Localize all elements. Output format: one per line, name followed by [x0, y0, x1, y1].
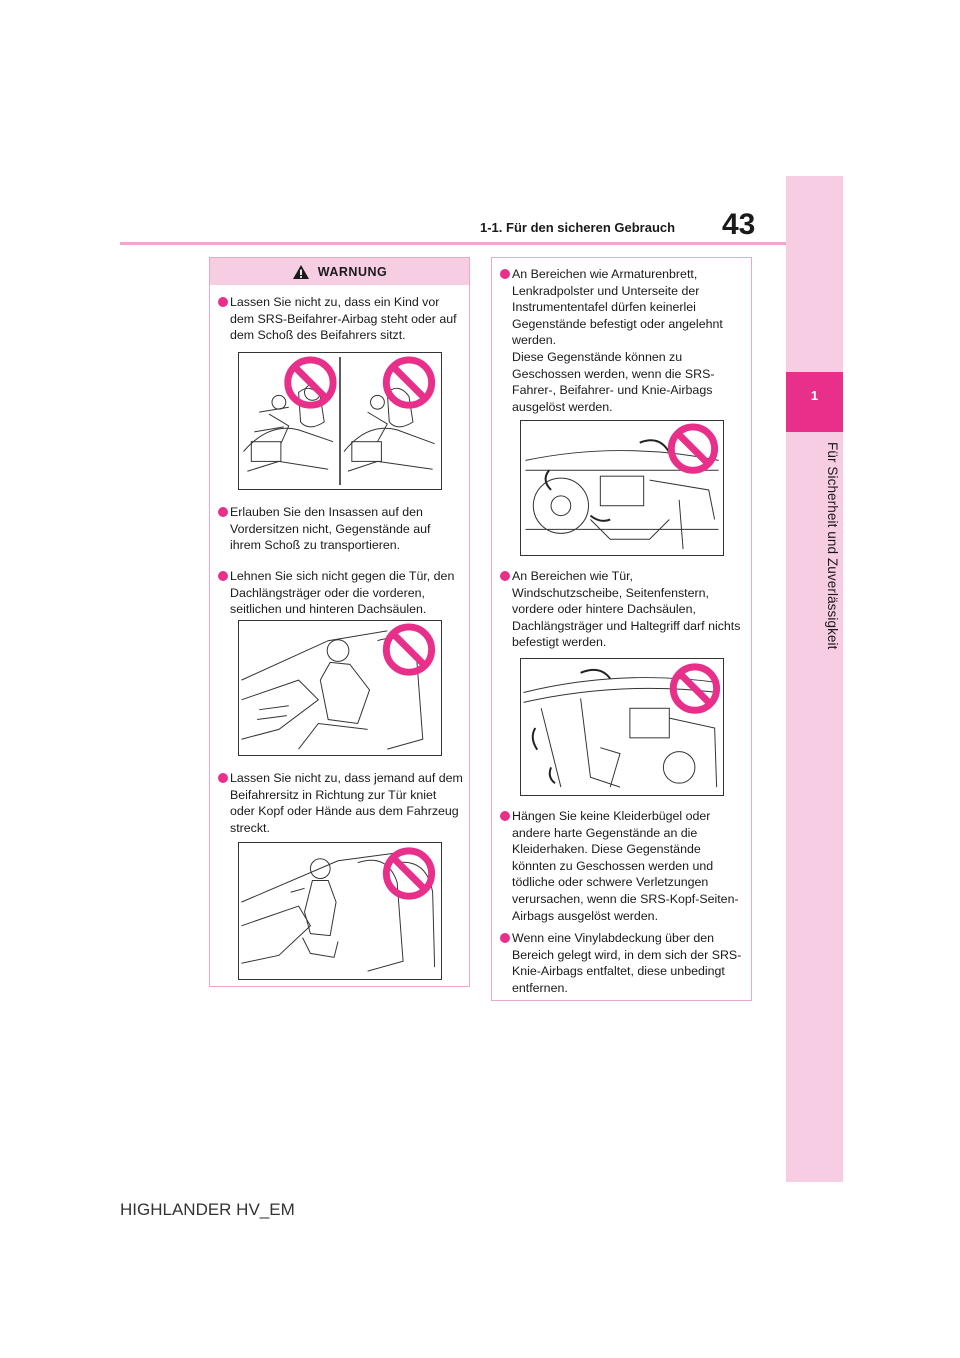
warning-title: WARNUNG — [317, 264, 388, 279]
page-number: 43 — [722, 208, 756, 241]
list-item — [218, 770, 463, 836]
child-airbag-illustration — [239, 353, 441, 489]
chapter-title: Für Sicherheit und Zuverlässigkeit — [825, 442, 840, 650]
prohibition-icon — [673, 667, 716, 710]
prohibition-icon — [288, 360, 432, 405]
item-text: Lassen Sie nicht zu, dass jemand auf dem Beifahrersitz in Richtung zur Tür kniet oder Kopf oder Hände aus dem Fahrzeug streckt. — [230, 771, 463, 835]
warning-header — [210, 258, 469, 285]
section-title: 1-1. Für den sicheren Gebrauch — [480, 220, 676, 235]
bullet-icon — [500, 933, 510, 943]
roof-pillar-illustration — [521, 659, 723, 795]
item-text: Diese Gegenstände können zu Geschossen werden, wenn die SRS-Fahrer-, Beifahrer- und Knie-Airbags ausgelöst werden. — [512, 349, 715, 414]
figure-dashboard — [520, 420, 724, 556]
content-box — [491, 257, 752, 1001]
prohibition-icon — [386, 627, 431, 672]
list-item — [500, 568, 745, 651]
figure-roof-pillars — [520, 658, 724, 796]
leaning-passenger-illustration — [239, 621, 441, 755]
item-text: Hängen Sie keine Kleiderbügel oder andere harte Gegenstände an die Kleiderhaken. Diese Gegenstände könnten zu Geschossen werden und tödliche oder schwere Verletzungen verursachen, wenn die SRS-Kopf-Seiten-Airbags ausgelöst werden. — [512, 809, 739, 923]
bullet-icon — [500, 571, 510, 581]
dashboard-illustration — [521, 421, 723, 555]
bullet-icon — [500, 811, 510, 821]
list-item — [218, 294, 463, 344]
warning-box — [209, 257, 470, 987]
figure-leaning-door — [238, 620, 442, 756]
side-strip — [786, 176, 843, 1182]
warning-triangle-icon — [292, 264, 310, 280]
bullet-icon — [218, 297, 228, 307]
item-text: An Bereichen wie Tür, Windschutzscheibe, Seitenfenstern, vordere oder hintere Dachsäulen, Dachlängsträger und Haltegriff darf nichts befestigt werden. — [512, 569, 741, 650]
chapter-number: 1 — [810, 388, 819, 403]
bullet-icon — [218, 773, 228, 783]
list-item — [500, 808, 745, 924]
bullet-icon — [218, 507, 228, 517]
item-text: Lassen Sie nicht zu, dass ein Kind vor dem SRS-Beifahrer-Airbag steht oder auf dem Schoß des Beifahrers sitzt. — [230, 295, 457, 343]
figure-child-front-seat — [238, 352, 442, 490]
prohibition-icon — [671, 427, 714, 470]
item-text: Lehnen Sie sich nicht gegen die Tür, den Dachlängsträger oder die vorderen, seitlichen und hinteren Dachsäulen. — [230, 569, 455, 617]
kneeling-passenger-illustration — [239, 843, 441, 979]
footer-label: HIGHLANDER HV_EM — [120, 1200, 295, 1219]
list-item — [218, 504, 463, 554]
list-item — [500, 266, 745, 415]
figure-kneeling-passenger — [238, 842, 442, 980]
bullet-icon — [500, 269, 510, 279]
item-text: An Bereichen wie Armaturenbrett, Lenkradpolster und Unterseite der Instrumententafel dürfen keinerlei Gegenstände befestigt oder angelehnt werden. — [512, 267, 723, 348]
item-text: Wenn eine Vinylabdeckung über den Bereich gelegt wird, in dem sich der SRS-Knie-Airbags entfaltet, diese unbedingt entfernen. — [512, 931, 742, 995]
item-text: Erlauben Sie den Insassen auf den Vordersitzen nicht, Gegenstände auf ihrem Schoß zu transportieren. — [230, 505, 431, 553]
header-rule — [120, 242, 786, 245]
list-item — [500, 930, 745, 996]
bullet-icon — [218, 571, 228, 581]
list-item — [218, 568, 463, 618]
